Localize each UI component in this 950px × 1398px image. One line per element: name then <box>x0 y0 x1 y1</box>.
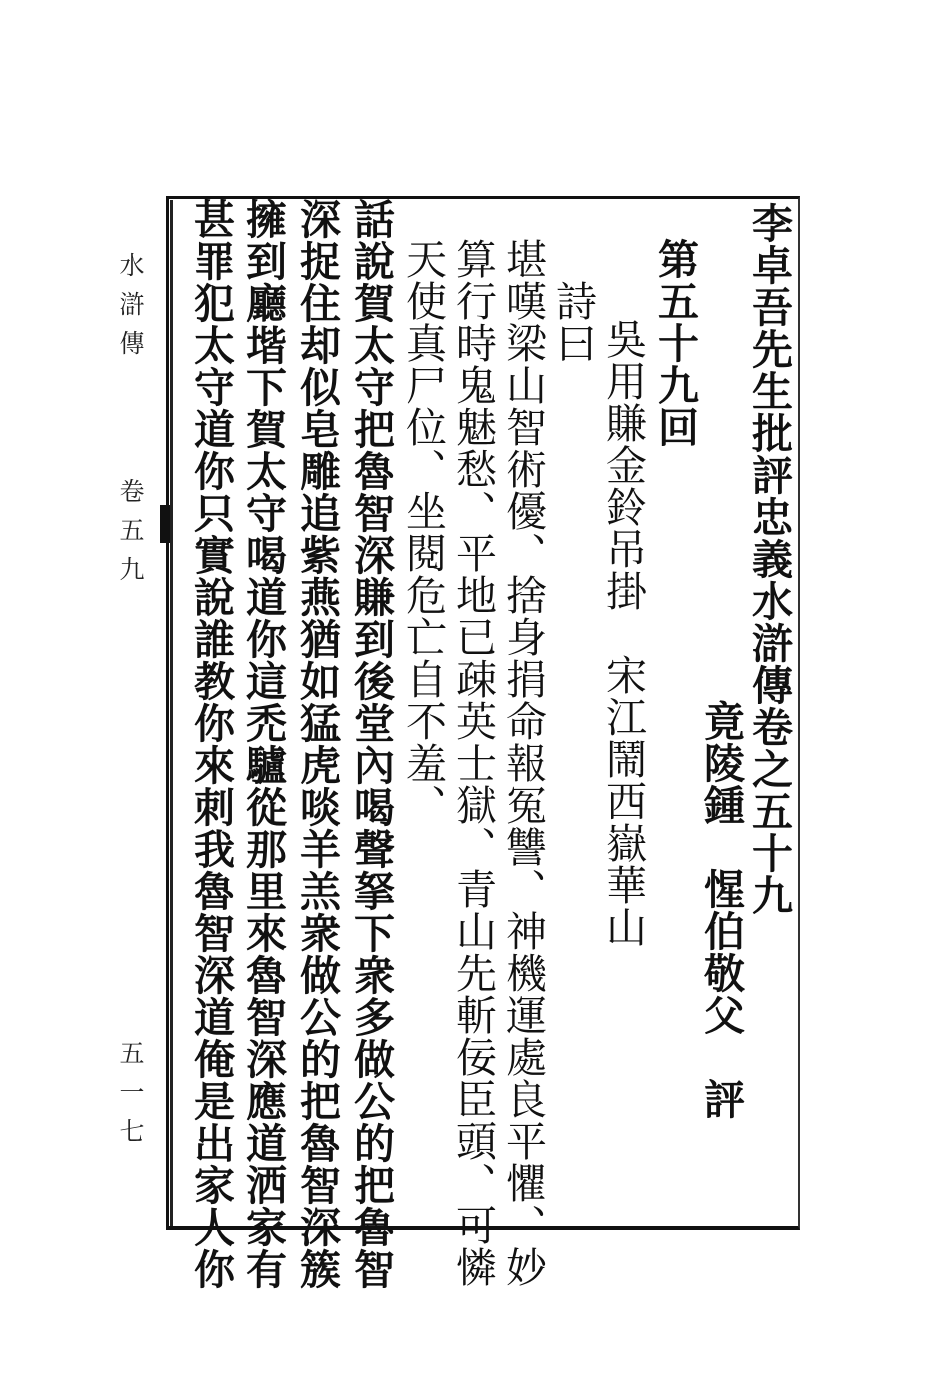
title-line: 李卓吾先生批評忠義水滸傳卷之五十九 <box>745 202 793 916</box>
body-line-4: 甚罪犯太守道你只實說誰教你來刺我魯智深道俺是出家人你 <box>187 198 235 1290</box>
chapter-title: 吳用賺金鈴吊掛 宋江鬧西嶽華山 <box>599 318 647 948</box>
poem-line-3: 天使真尸位、坐閱危亡自不羞、 <box>399 238 447 826</box>
attribution: 竟陵鍾 惺伯敬父 評 <box>697 700 745 1120</box>
body-line-1: 話說賀太守把魯智深賺到後堂內喝聲拏下衆多做公的把魯智 <box>347 198 395 1290</box>
body-line-3: 擁到廳堦下賀太守喝道你這禿驢從那里來魯智深應道洒家有 <box>239 198 287 1290</box>
margin-page-number: 五一七 <box>116 1040 145 1157</box>
edge-mark <box>160 505 170 543</box>
frame-inner-rule <box>170 200 173 1226</box>
poem-intro: 詩曰 <box>549 280 597 364</box>
poem-line-1: 堪嘆梁山智術優、捨身捐命報冤讐、神機運處良平懼、妙 <box>499 238 547 1288</box>
margin-book-name: 水滸傳 <box>116 252 145 369</box>
poem-line-2: 算行時鬼魅愁、平地已疎英士獄、青山先斬佞臣頭、可憐 <box>449 238 497 1288</box>
chapter-number: 第五十九回 <box>651 238 699 448</box>
margin-volume: 卷五九 <box>116 478 145 595</box>
body-line-2: 深捉住却似皂雕追紫燕猶如猛虎啖羊羔衆做公的把魯智深簇 <box>293 198 341 1290</box>
